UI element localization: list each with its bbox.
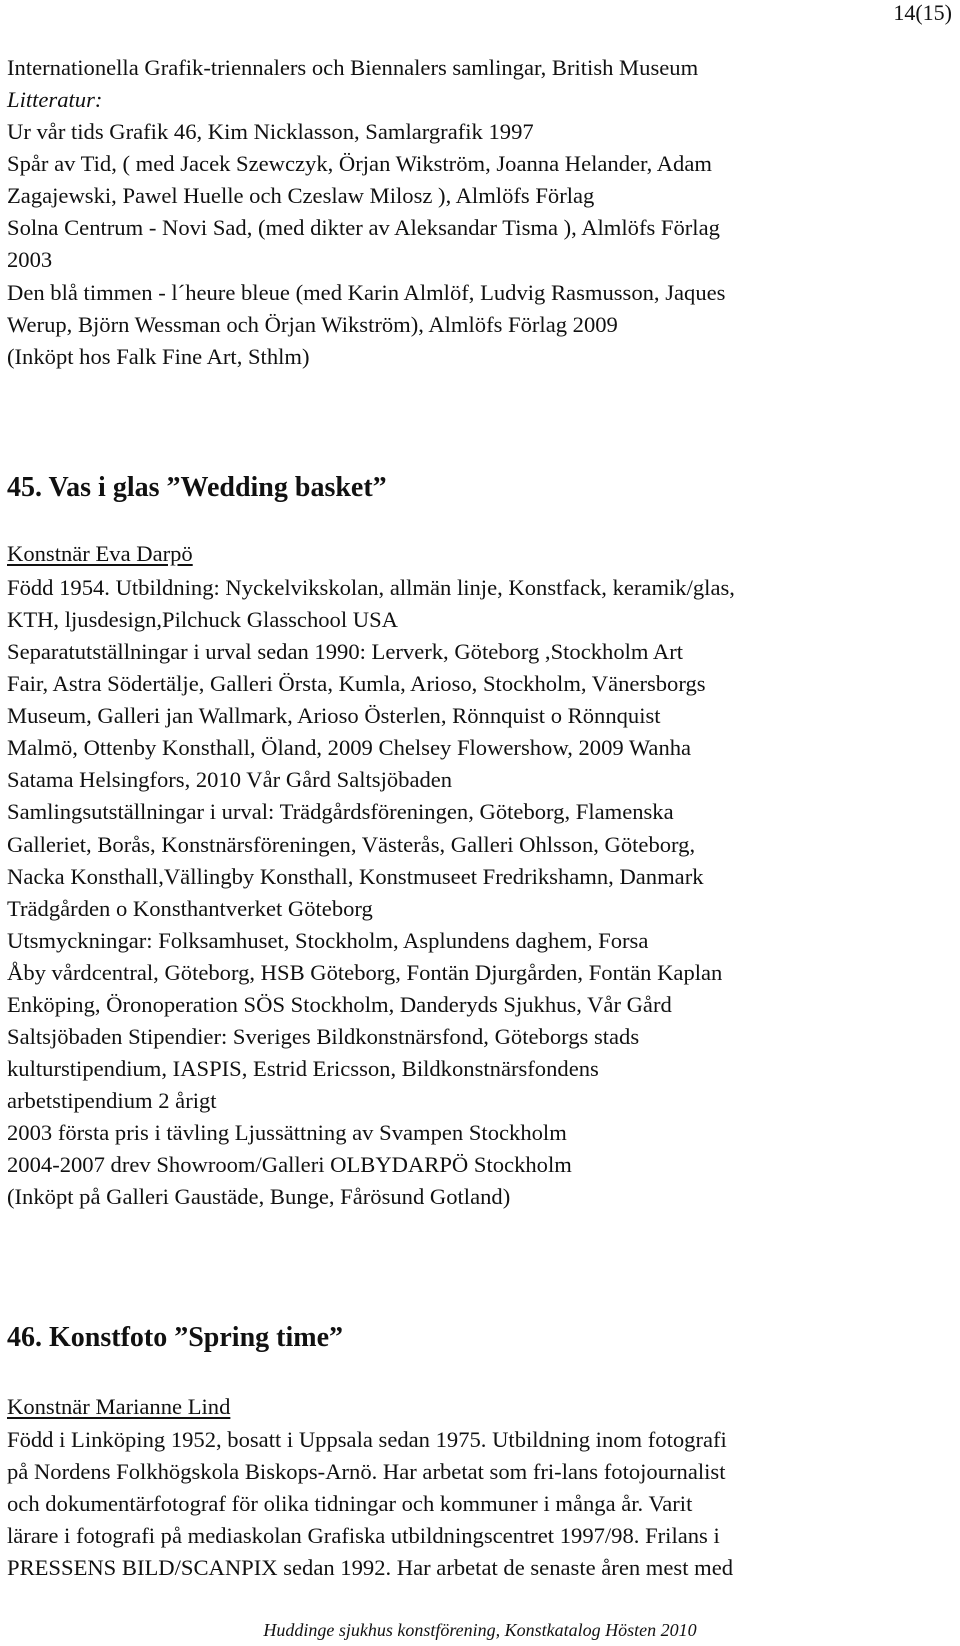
intro-line: Ur vår tids Grafik 46, Kim Nicklasson, Samlargrafik 1997 xyxy=(7,119,534,144)
entry-45-line: Malmö, Ottenby Konsthall, Öland, 2009 Chelsey Flowershow, 2009 Wanha xyxy=(7,735,692,760)
entry-45-purchase-note: (Inköpt på Galleri Gaustäde, Bunge, Fårösund Gotland) xyxy=(7,1184,511,1209)
intro-line: Spår av Tid, ( med Jacek Szewczyk, Örjan Wikström, Joanna Helander, Adam xyxy=(7,151,712,176)
entry-45-line: Separatutställningar i urval sedan 1990: Lerverk, Göteborg ,Stockholm Art xyxy=(7,639,683,664)
intro-line: Werup, Björn Wessman och Örjan Wikström), Almlöfs Förlag 2009 xyxy=(7,312,618,337)
entry-45-line: 2003 första pris i tävling Ljussättning av Svampen Stockholm xyxy=(7,1120,567,1145)
entry-46-heading: 46. Konstfoto ”Spring time” xyxy=(7,1322,343,1353)
entry-45-line: Fair, Astra Södertälje, Galleri Örsta, Kumla, Arioso, Stockholm, Vänersborgs xyxy=(7,671,706,696)
entry-45-line: Enköping, Öronoperation SÖS Stockholm, Danderyds Sjukhus, Vår Gård xyxy=(7,992,672,1017)
entry-45-line: Nacka Konsthall,Vällingby Konsthall, Konstmuseet Fredrikshamn, Danmark xyxy=(7,864,704,889)
entry-45-line: Satama Helsingfors, 2010 Vår Gård Saltsjöbaden xyxy=(7,767,453,792)
entry-46-line: PRESSENS BILD/SCANPIX sedan 1992. Har arbetat de senaste åren mest med xyxy=(7,1555,734,1580)
entry-45-line: Född 1954. Utbildning: Nyckelvikskolan, allmän linje, Konstfack, keramik/glas, xyxy=(7,575,735,600)
intro-line: Solna Centrum - Novi Sad, (med dikter av Aleksandar Tisma ), Almlöfs Förlag xyxy=(7,215,720,240)
entry-45-line: kulturstipendium, IASPIS, Estrid Ericsson, Bildkonstnärsfondens xyxy=(7,1056,599,1081)
intro-line: (Inköpt hos Falk Fine Art, Sthlm) xyxy=(7,344,310,369)
intro-line: 2003 xyxy=(7,247,53,272)
entry-46-artist: Konstnär Marianne Lind xyxy=(7,1394,231,1419)
page-footer: Huddinge sjukhus konstförening, Konstkatalog Hösten 2010 xyxy=(263,1620,697,1640)
entry-45-line: Samlingsutställningar i urval: Trädgårdsföreningen, Göteborg, Flamenska xyxy=(7,799,674,824)
intro-line: Zagajewski, Pawel Huelle och Czeslaw Milosz ), Almlöfs Förlag xyxy=(7,183,595,208)
entry-46-line: på Nordens Folkhögskola Biskops-Arnö. Har arbetat som fri-lans fotojournalist xyxy=(7,1459,726,1484)
entry-45-line: Saltsjöbaden Stipendier: Sveriges Bildkonstnärsfond, Göteborgs stads xyxy=(7,1024,640,1049)
entry-45-line: Galleriet, Borås, Konstnärsföreningen, Västerås, Galleri Ohlsson, Göteborg, xyxy=(7,832,696,857)
intro-line: Den blå timmen - l´heure bleue (med Karin Almlöf, Ludvig Rasmusson, Jaques xyxy=(7,280,726,305)
entry-45-line: arbetstipendium 2 årigt xyxy=(7,1088,217,1113)
entry-46-line: och dokumentärfotograf för olika tidningar och kommuner i många år. Varit xyxy=(7,1491,693,1516)
entry-45-line: 2004-2007 drev Showroom/Galleri OLBYDARPÖ Stockholm xyxy=(7,1152,572,1177)
page-number: 14(15) xyxy=(893,0,952,25)
entry-46-line: Född i Linköping 1952, bosatt i Uppsala sedan 1975. Utbildning inom fotografi xyxy=(7,1427,727,1452)
entry-45-line: KTH, ljusdesign,Pilchuck Glasschool USA xyxy=(7,607,398,632)
entry-45-artist: Konstnär Eva Darpö xyxy=(7,541,193,566)
entry-45-heading: 45. Vas i glas ”Wedding basket” xyxy=(7,472,387,503)
literature-label: Litteratur: xyxy=(7,87,103,112)
entry-45-line: Åby vårdcentral, Göteborg, HSB Göteborg, Fontän Djurgården, Fontän Kaplan xyxy=(7,960,723,985)
entry-46-line: lärare i fotografi på mediaskolan Grafiska utbildningscentret 1997/98. Frilans i xyxy=(7,1523,720,1548)
entry-45-line: Trädgården o Konsthantverket Göteborg xyxy=(7,896,373,921)
intro-line: Internationella Grafik-triennalers och Biennalers samlingar, British Museum xyxy=(7,55,699,80)
entry-45-line: Museum, Galleri jan Wallmark, Arioso Österlen, Rönnquist o Rönnquist xyxy=(7,703,661,728)
entry-45-line: Utsmyckningar: Folksamhuset, Stockholm, Asplundens daghem, Forsa xyxy=(7,928,649,953)
